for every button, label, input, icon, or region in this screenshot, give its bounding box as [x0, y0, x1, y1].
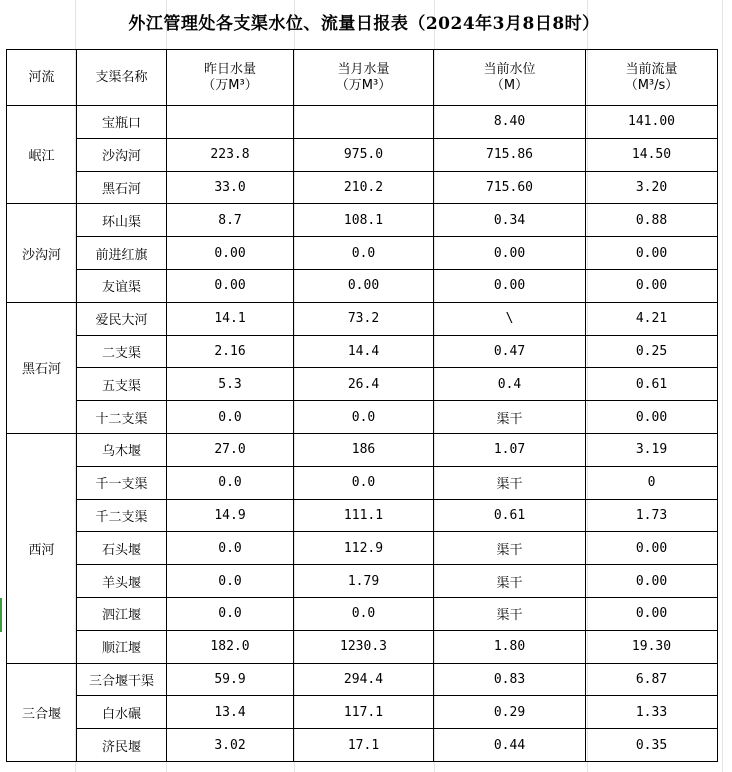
river-cell[interactable]: 西河 [7, 433, 77, 663]
month-volume-cell[interactable]: 0.0 [294, 597, 434, 630]
water-level-cell[interactable]: 8.40 [434, 106, 586, 139]
yesterday-volume-cell[interactable]: 182.0 [167, 630, 294, 663]
water-level-cell[interactable]: 渠干 [434, 597, 586, 630]
canal-cell[interactable]: 沙沟河 [77, 138, 167, 171]
yesterday-volume-cell[interactable]: 0.0 [167, 532, 294, 565]
flow-cell[interactable]: 0.35 [586, 729, 718, 762]
yesterday-volume-cell[interactable]: 3.02 [167, 729, 294, 762]
report-table [6, 49, 718, 762]
month-volume-cell[interactable]: 210.2 [294, 171, 434, 204]
table-row [7, 269, 718, 302]
month-volume-cell[interactable]: 111.1 [294, 499, 434, 532]
yesterday-volume-cell[interactable]: 27.0 [167, 433, 294, 466]
table-row [7, 368, 718, 401]
table-row [7, 204, 718, 237]
water-level-cell[interactable]: 1.80 [434, 630, 586, 663]
water-level-cell[interactable]: 0.4 [434, 368, 586, 401]
table-row [7, 302, 718, 335]
yesterday-volume-cell[interactable]: 0.00 [167, 237, 294, 270]
canal-cell[interactable]: 黑石河 [77, 171, 167, 204]
canal-cell[interactable]: 白水碾 [77, 696, 167, 729]
flow-cell[interactable]: 19.30 [586, 630, 718, 663]
table-row [7, 466, 718, 499]
flow-cell[interactable]: 0.00 [586, 532, 718, 565]
header-row [7, 50, 718, 106]
water-level-cell[interactable]: 0.61 [434, 499, 586, 532]
canal-cell[interactable]: 十二支渠 [77, 401, 167, 434]
header-yesterday[interactable]: 昨日水量 （万M³） [167, 50, 294, 106]
flow-cell[interactable]: 0.00 [586, 565, 718, 598]
table-row [7, 565, 718, 598]
table-row [7, 433, 718, 466]
month-volume-cell[interactable]: 294.4 [294, 663, 434, 696]
month-volume-cell[interactable]: 108.1 [294, 204, 434, 237]
row-selection-marker [0, 598, 2, 632]
water-level-cell[interactable]: 0.00 [434, 269, 586, 302]
month-volume-cell[interactable]: 975.0 [294, 138, 434, 171]
yesterday-volume-cell[interactable]: 8.7 [167, 204, 294, 237]
canal-cell[interactable]: 五支渠 [77, 368, 167, 401]
month-volume-cell[interactable]: 1.79 [294, 565, 434, 598]
header-month[interactable]: 当月水量 （万M³） [294, 50, 434, 106]
report-title: 外江管理处各支渠水位、流量日报表（2024年3月8日8时） [128, 14, 600, 34]
river-cell[interactable]: 沙沟河 [7, 204, 77, 302]
header-canal[interactable]: 支渠名称 [77, 50, 167, 106]
river-cell[interactable]: 三合堰 [7, 663, 77, 761]
water-level-cell[interactable]: 0.83 [434, 663, 586, 696]
yesterday-volume-cell[interactable]: 33.0 [167, 171, 294, 204]
header-flow[interactable]: 当前流量 （M³/s） [586, 50, 718, 106]
water-level-cell[interactable]: 0.47 [434, 335, 586, 368]
table-row [7, 106, 718, 139]
flow-cell[interactable]: 0.00 [586, 597, 718, 630]
flow-cell[interactable]: 1.73 [586, 499, 718, 532]
flow-cell[interactable]: 0.00 [586, 401, 718, 434]
water-level-cell[interactable]: 1.07 [434, 433, 586, 466]
flow-cell[interactable]: 141.00 [586, 106, 718, 139]
flow-cell[interactable]: 4.21 [586, 302, 718, 335]
month-volume-cell[interactable] [294, 106, 434, 139]
canal-cell[interactable]: 济民堰 [77, 729, 167, 762]
river-cell[interactable]: 岷江 [7, 106, 77, 204]
yesterday-volume-cell[interactable]: 2.16 [167, 335, 294, 368]
month-volume-cell[interactable]: 73.2 [294, 302, 434, 335]
yesterday-volume-cell[interactable]: 223.8 [167, 138, 294, 171]
month-volume-cell[interactable]: 1230.3 [294, 630, 434, 663]
river-cell[interactable]: 黑石河 [7, 302, 77, 433]
yesterday-volume-cell[interactable]: 0.0 [167, 597, 294, 630]
water-level-cell[interactable]: 0.44 [434, 729, 586, 762]
month-volume-cell[interactable]: 14.4 [294, 335, 434, 368]
water-level-cell[interactable]: 0.34 [434, 204, 586, 237]
month-volume-cell[interactable]: 0.0 [294, 401, 434, 434]
table-row [7, 696, 718, 729]
header-level[interactable]: 当前水位 （M） [434, 50, 586, 106]
flow-cell[interactable]: 0.25 [586, 335, 718, 368]
canal-cell[interactable]: 环山渠 [77, 204, 167, 237]
canal-cell[interactable]: 宝瓶口 [77, 106, 167, 139]
table-body [7, 106, 718, 762]
table-row [7, 597, 718, 630]
canal-cell[interactable]: 羊头堰 [77, 565, 167, 598]
water-level-cell[interactable]: 715.60 [434, 171, 586, 204]
water-level-cell[interactable]: 渠干 [434, 565, 586, 598]
yesterday-volume-cell[interactable]: 0.0 [167, 466, 294, 499]
flow-cell[interactable]: 0.61 [586, 368, 718, 401]
month-volume-cell[interactable]: 26.4 [294, 368, 434, 401]
table-row [7, 499, 718, 532]
table-row [7, 335, 718, 368]
table-row [7, 401, 718, 434]
month-volume-cell[interactable]: 0.0 [294, 237, 434, 270]
canal-cell[interactable]: 顺江堰 [77, 630, 167, 663]
yesterday-volume-cell[interactable]: 13.4 [167, 696, 294, 729]
canal-cell[interactable]: 乌木堰 [77, 433, 167, 466]
grid-line [722, 0, 723, 772]
table-row [7, 630, 718, 663]
yesterday-volume-cell[interactable]: 14.9 [167, 499, 294, 532]
canal-cell[interactable]: 千二支渠 [77, 499, 167, 532]
table-row [7, 138, 718, 171]
canal-cell[interactable]: 二支渠 [77, 335, 167, 368]
flow-cell[interactable]: 0.88 [586, 204, 718, 237]
water-level-cell[interactable]: 渠干 [434, 532, 586, 565]
yesterday-volume-cell[interactable]: 0.0 [167, 565, 294, 598]
water-level-cell[interactable]: 715.86 [434, 138, 586, 171]
table-row [7, 171, 718, 204]
table-row [7, 663, 718, 696]
header-river[interactable]: 河流 [7, 50, 77, 106]
flow-cell[interactable]: 0.00 [586, 237, 718, 270]
yesterday-volume-cell[interactable]: 5.3 [167, 368, 294, 401]
month-volume-cell[interactable]: 0.00 [294, 269, 434, 302]
canal-cell[interactable]: 千一支渠 [77, 466, 167, 499]
month-volume-cell[interactable]: 17.1 [294, 729, 434, 762]
flow-cell[interactable]: 1.33 [586, 696, 718, 729]
month-volume-cell[interactable]: 112.9 [294, 532, 434, 565]
canal-cell[interactable]: 前进红旗 [77, 237, 167, 270]
table-row [7, 729, 718, 762]
month-volume-cell[interactable]: 186 [294, 433, 434, 466]
water-level-cell[interactable]: 渠干 [434, 466, 586, 499]
yesterday-volume-cell[interactable] [167, 106, 294, 139]
water-level-cell[interactable]: 0.29 [434, 696, 586, 729]
table-row [7, 532, 718, 565]
water-level-cell[interactable]: 0.00 [434, 237, 586, 270]
water-level-cell[interactable]: 渠干 [434, 401, 586, 434]
flow-cell[interactable]: 0 [586, 466, 718, 499]
yesterday-volume-cell[interactable]: 14.1 [167, 302, 294, 335]
yesterday-volume-cell[interactable]: 0.0 [167, 401, 294, 434]
flow-cell[interactable]: 14.50 [586, 138, 718, 171]
flow-cell[interactable]: 3.20 [586, 171, 718, 204]
flow-cell[interactable]: 6.87 [586, 663, 718, 696]
flow-cell[interactable]: 3.19 [586, 433, 718, 466]
water-level-cell[interactable]: \ [434, 302, 586, 335]
canal-cell[interactable]: 友谊渠 [77, 269, 167, 302]
canal-cell[interactable]: 泗江堰 [77, 597, 167, 630]
table-row [7, 237, 718, 270]
flow-cell[interactable]: 0.00 [586, 269, 718, 302]
canal-cell[interactable]: 石头堰 [77, 532, 167, 565]
canal-cell[interactable]: 三合堰干渠 [77, 663, 167, 696]
month-volume-cell[interactable]: 117.1 [294, 696, 434, 729]
yesterday-volume-cell[interactable]: 0.00 [167, 269, 294, 302]
yesterday-volume-cell[interactable]: 59.9 [167, 663, 294, 696]
month-volume-cell[interactable]: 0.0 [294, 466, 434, 499]
canal-cell[interactable]: 爱民大河 [77, 302, 167, 335]
